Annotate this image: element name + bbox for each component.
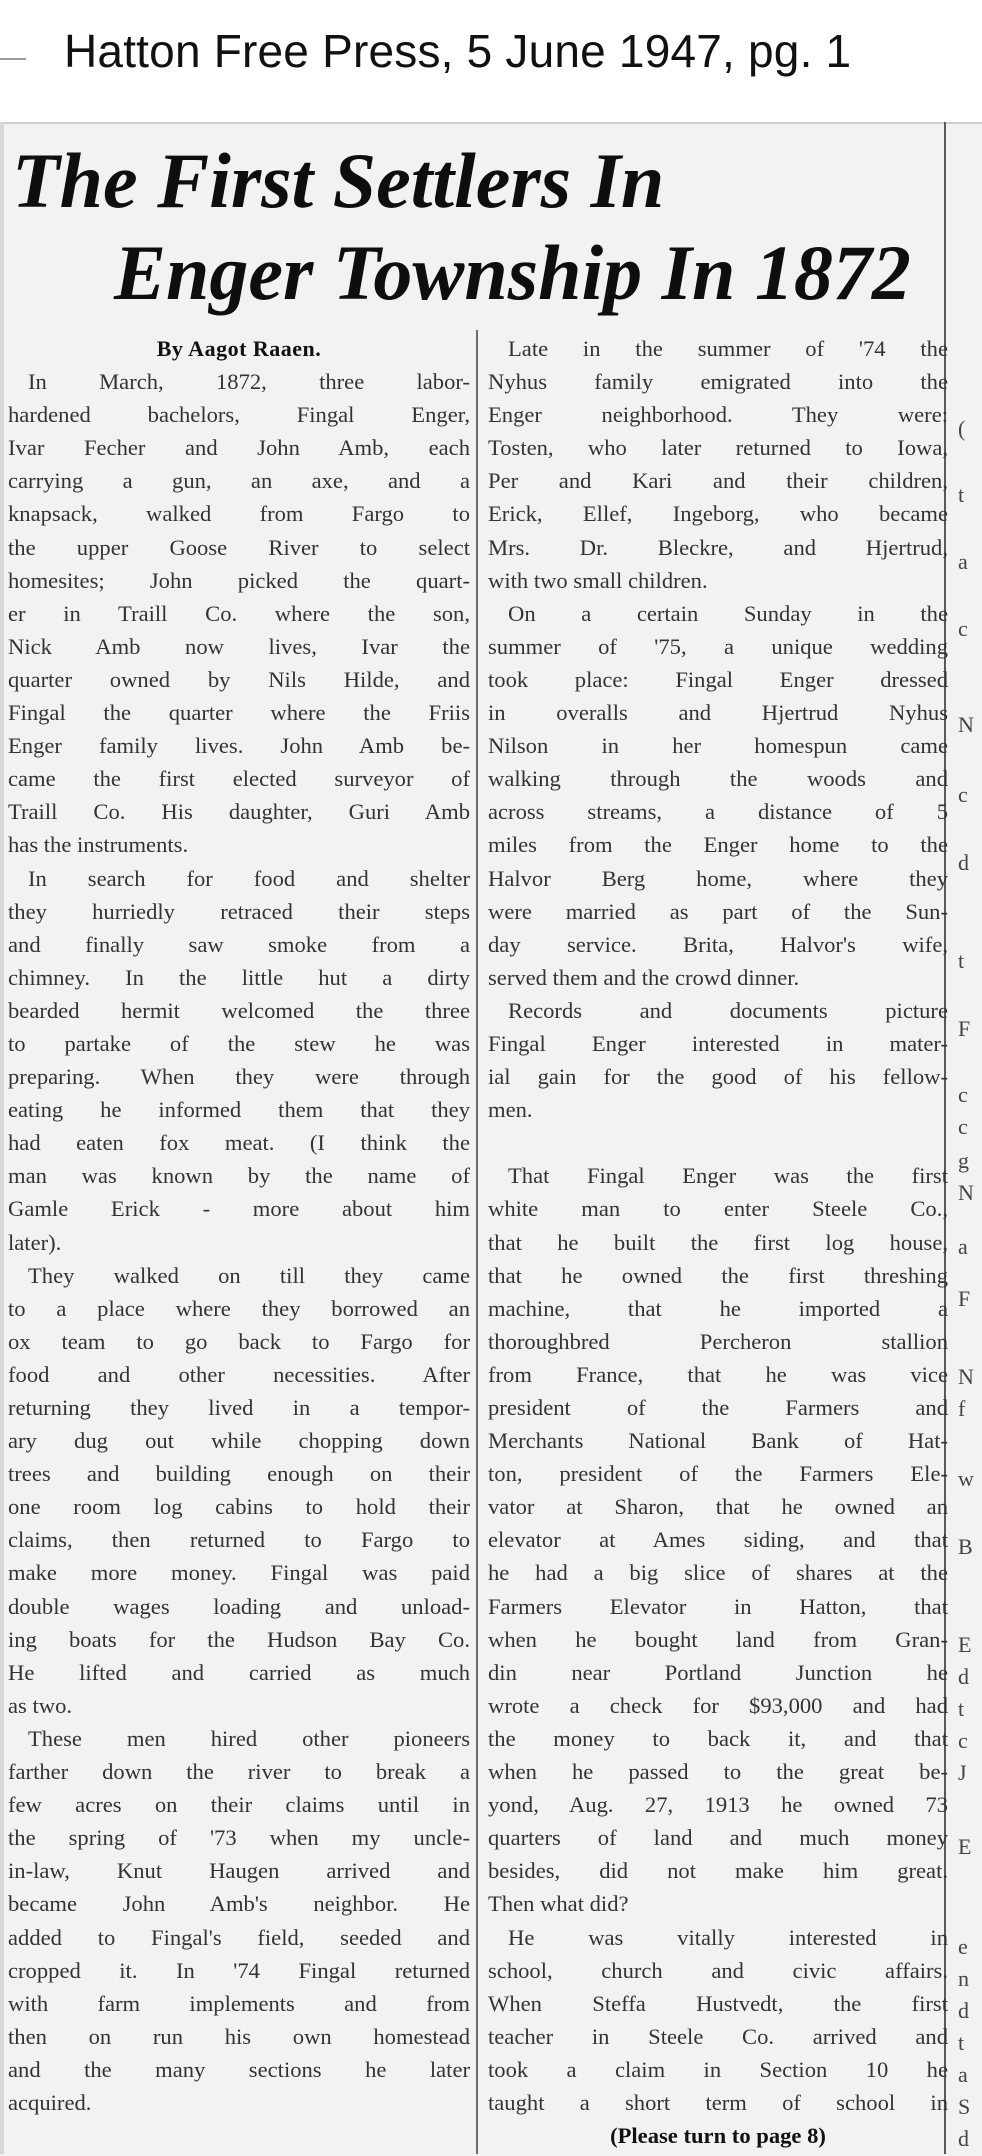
text-line: He was vitally interested in xyxy=(508,1924,948,1950)
text-line: hardened bachelors, Fingal Enger, xyxy=(8,402,470,428)
text-line: with farm implements and from xyxy=(8,1990,470,2016)
text-line: when he passed to the great be- xyxy=(488,1759,948,1785)
text-line xyxy=(488,1126,948,1159)
text-line: ox team to go back to Fargo for xyxy=(8,1328,470,1354)
text-line: miles from the Enger home to the xyxy=(488,832,948,858)
text-line: returning they lived in a tempor- xyxy=(8,1395,470,1420)
text-line: to partake of the stew he was xyxy=(8,1030,470,1056)
text-line: double wages loading and unload- xyxy=(8,1593,470,1619)
text-line: quarter owned by Nils Hilde, and xyxy=(8,666,470,692)
fragment-glyph: a xyxy=(958,2062,968,2087)
text-line: man was known by the name of xyxy=(8,1163,470,1189)
text-line: Nick Amb now lives, Ivar the xyxy=(8,633,470,659)
text-line: and finally saw smoke from a xyxy=(8,931,470,957)
text-line: acquired. xyxy=(8,2089,92,2115)
text-line: eating he informed them that they xyxy=(8,1097,470,1123)
byline: By Aagot Raaen. xyxy=(156,336,322,361)
text-line: knapsack, walked from Fargo to xyxy=(8,501,470,527)
clipping-edge xyxy=(0,122,4,2154)
text-line: took place: Fingal Enger dressed xyxy=(488,666,948,692)
text-line: Halvor Berg home, where they xyxy=(488,865,948,891)
fragment-glyph: N xyxy=(958,1364,974,1389)
fragment-glyph: E xyxy=(958,1632,972,1657)
text-line: elevator at Ames siding, and that xyxy=(488,1527,948,1553)
text-line: they hurriedly retraced their steps xyxy=(8,898,470,924)
fragment-glyph: c xyxy=(958,782,968,807)
fragment-glyph: a xyxy=(958,549,968,574)
text-line: On a certain Sunday in the xyxy=(508,600,948,626)
text-line: In search for food and shelter xyxy=(28,865,470,891)
text-line: carrying a gun, an axe, and a xyxy=(8,468,470,494)
continuation-note: (Please turn to page 8) xyxy=(610,2123,826,2149)
fragment-glyph: c xyxy=(958,1082,968,1107)
headline-line-2: Enger Township In 1872 xyxy=(114,229,911,316)
text-line: wrote a check for $93,000 and had xyxy=(488,1692,948,1718)
text-line: ton, president of the Farmers Ele- xyxy=(488,1461,948,1487)
text-line: quarters of land and much money xyxy=(488,1825,948,1851)
text-line: bearded hermit welcomed the three xyxy=(8,997,470,1023)
text-line: and the many sections he later xyxy=(8,2056,470,2082)
text-line: in-law, Knut Haugen arrived and xyxy=(8,1858,470,1884)
fragment-glyph: J xyxy=(958,1760,967,1785)
fragment-glyph: n xyxy=(958,1966,969,1991)
margin-mark xyxy=(0,58,26,60)
fragment-glyph: t xyxy=(958,1696,965,1721)
text-line: had eaten fox meat. (I think the xyxy=(8,1130,470,1156)
text-line: few acres on their claims until in xyxy=(8,1792,470,1818)
text-line: Erick, Ellef, Ingeborg, who became xyxy=(488,501,948,527)
fragment-glyph: t xyxy=(958,948,965,973)
text-line: then on run his own homestead xyxy=(8,2023,470,2049)
text-line: He lifted and carried as much xyxy=(8,1659,470,1685)
text-line: Late in the summer of '74 the xyxy=(508,336,948,361)
text-line: to a place where they borrowed an xyxy=(8,1295,470,1321)
text-line: he had a big slice of shares at the xyxy=(488,1560,948,1586)
fragment-glyph: c xyxy=(958,1728,968,1753)
text-line: summer of '75, a unique wedding xyxy=(488,633,948,659)
text-line: ary dug out while chopping down xyxy=(8,1428,470,1454)
text-line: Records and documents picture xyxy=(508,997,948,1023)
fragment-glyph: d xyxy=(958,850,969,875)
text-line: Gamle Erick - more about him xyxy=(8,1196,470,1222)
text-line: Then what did? xyxy=(488,1891,629,1917)
fragment-glyph: t xyxy=(958,482,965,507)
fragment-glyph: F xyxy=(958,1286,971,1311)
text-line: Nilson in her homespun came xyxy=(488,733,948,759)
text-line: Tosten, who later returned to Iowa, xyxy=(488,435,948,461)
text-line: school, church and civic affairs. xyxy=(488,1957,948,1983)
text-line: din near Portland Junction he xyxy=(488,1659,948,1685)
text-line: served them and the crowd dinner. xyxy=(488,964,800,990)
text-line: that he built the first log house, xyxy=(488,1229,948,1255)
text-line: Enger family lives. John Amb be- xyxy=(8,733,470,759)
text-line: came the first elected surveyor of xyxy=(8,766,470,792)
article-column-right xyxy=(488,332,948,2152)
fragment-glyph: E xyxy=(958,1834,972,1859)
text-line: president of the Farmers and xyxy=(488,1395,948,1420)
text-line: the money to back it, and that xyxy=(488,1725,948,1751)
text-line: er in Traill Co. where the son, xyxy=(8,600,470,626)
fragment-glyph: c xyxy=(958,616,968,641)
fragment-glyph: w xyxy=(958,1466,974,1491)
text-line: chimney. In the little hut a dirty xyxy=(8,964,470,990)
fragment-glyph: ( xyxy=(958,416,966,441)
fragment-glyph: B xyxy=(958,1534,973,1559)
text-line: yond, Aug. 27, 1913 he owned 73 xyxy=(488,1792,948,1818)
text-line: thoroughbred Percheron stallion xyxy=(488,1328,948,1354)
text-line: with two small children. xyxy=(488,567,708,593)
text-line: claims, then returned to Fargo to xyxy=(8,1527,470,1553)
text-line: Traill Co. His daughter, Guri Amb xyxy=(8,799,470,825)
text-line: These men hired other pioneers xyxy=(28,1725,470,1751)
adjacent-column-fragment xyxy=(952,122,982,2154)
fragment-glyph: f xyxy=(958,1396,966,1421)
fragment-glyph: d xyxy=(958,2126,969,2151)
fragment-glyph: t xyxy=(958,2030,965,2055)
fragment-glyph: d xyxy=(958,1998,969,2023)
text-line: machine, that he imported a xyxy=(488,1295,948,1321)
column-divider xyxy=(476,330,478,2154)
text-line: one room log cabins to hold their xyxy=(8,1494,470,1520)
text-line: preparing. When they were through xyxy=(8,1064,470,1090)
fragment-glyph: d xyxy=(958,1664,969,1689)
text-line: When Steffa Hustvedt, the first xyxy=(488,1990,948,2016)
text-line: became John Amb's neighbor. He xyxy=(8,1891,470,1917)
headline-line-1: The First Settlers In xyxy=(12,137,665,224)
fragment-glyph: a xyxy=(958,1234,968,1259)
text-line: as two. xyxy=(8,1692,73,1718)
text-line: Per and Kari and their children, xyxy=(488,468,948,494)
text-line: vator at Sharon, that he owned an xyxy=(488,1494,948,1520)
text-line: were married as part of the Sun- xyxy=(488,898,948,924)
text-line: Ivar Fecher and John Amb, each xyxy=(8,435,470,461)
fragment-glyph: N xyxy=(958,712,974,737)
text-line: food and other necessities. After xyxy=(8,1361,470,1387)
fragment-glyph: e xyxy=(958,1934,968,1959)
text-line: has the instruments. xyxy=(8,832,189,858)
text-line: taught a short term of school in xyxy=(488,2089,948,2115)
text-line: Fingal the quarter where the Friis xyxy=(8,700,470,726)
text-line: farther down the river to break a xyxy=(8,1759,470,1785)
text-line: day service. Brita, Halvor's wife, xyxy=(488,931,948,957)
fragment-glyph: S xyxy=(958,2094,971,2119)
text-line: the spring of '73 when my uncle- xyxy=(8,1825,470,1851)
fragment-glyph: c xyxy=(958,1114,968,1139)
text-line: That Fingal Enger was the first xyxy=(508,1163,948,1189)
text-line: took a claim in Section 10 he xyxy=(488,2056,948,2082)
text-line: Enger neighborhood. They were: xyxy=(488,402,948,428)
text-line: ing boats for the Hudson Bay Co. xyxy=(8,1626,470,1652)
text-line: across streams, a distance of 5 xyxy=(488,799,948,825)
article-column-left xyxy=(8,332,470,2119)
text-line: that he owned the first threshing xyxy=(488,1262,948,1288)
text-line: the upper Goose River to select xyxy=(8,534,470,560)
text-line: ial gain for the good of his fellow- xyxy=(488,1064,948,1090)
text-line: added to Fingal's field, seeded and xyxy=(8,1924,470,1950)
text-line: Mrs. Dr. Bleckre, and Hjertrud, xyxy=(488,534,948,560)
text-line: In March, 1872, three labor- xyxy=(28,369,470,395)
fragment-glyph: F xyxy=(958,1016,971,1041)
text-line: They walked on till they came xyxy=(28,1262,470,1288)
text-line: men. xyxy=(488,1097,533,1123)
fragment-glyph: g xyxy=(958,1148,969,1173)
text-line: Farmers Elevator in Hatton, that xyxy=(488,1593,948,1619)
text-line: when he bought land from Gran- xyxy=(488,1626,948,1652)
text-line: Nyhus family emigrated into the xyxy=(488,369,948,395)
text-line: besides, did not make him great. xyxy=(488,1858,948,1884)
text-line: in overalls and Hjertrud Nyhus xyxy=(488,700,948,726)
text-line: white man to enter Steele Co., xyxy=(488,1196,948,1222)
text-line: from France, that he was vice xyxy=(488,1361,948,1387)
text-line: cropped it. In '74 Fingal returned xyxy=(8,1957,470,1983)
text-line: walking through the woods and xyxy=(488,766,948,792)
source-caption: Hatton Free Press, 5 June 1947, pg. 1 xyxy=(64,25,852,77)
text-line: later). xyxy=(8,1229,62,1255)
text-line: make more money. Fingal was paid xyxy=(8,1560,470,1586)
caption-bar xyxy=(0,0,982,118)
fragment-glyph: N xyxy=(958,1180,974,1205)
text-line: homesites; John picked the quart- xyxy=(8,567,470,593)
text-line: Fingal Enger interested in mater- xyxy=(488,1030,948,1056)
text-line: trees and building enough on their xyxy=(8,1461,470,1487)
text-line: teacher in Steele Co. arrived and xyxy=(488,2023,948,2049)
text-line: Merchants National Bank of Hat- xyxy=(488,1428,948,1454)
